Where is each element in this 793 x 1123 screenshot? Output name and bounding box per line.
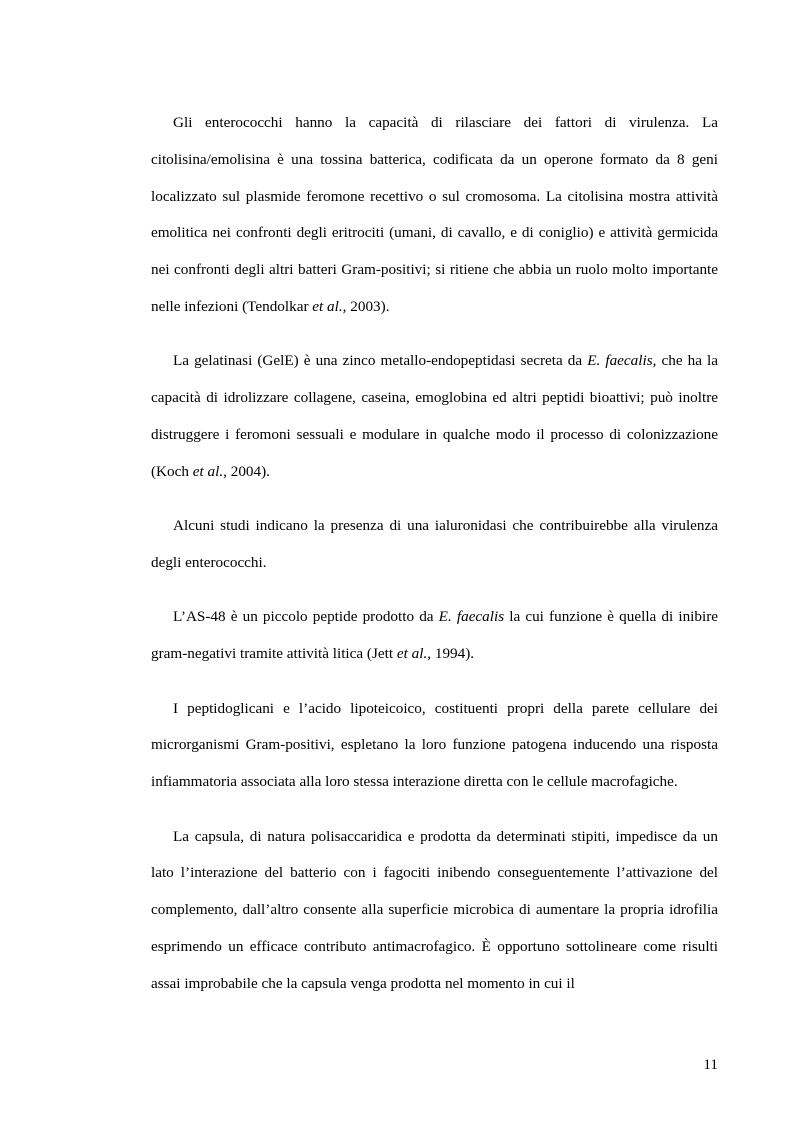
text-segment: La gelatinasi (GelE) è una zinco metallo-endopeptidasi secreta da bbox=[173, 352, 588, 370]
text-segment: Alcuni studi indicano la presenza di una ialuronidasi che contribuirebbe alla virulenza degli enterococchi. bbox=[151, 517, 718, 571]
italic-segment: E. faecalis, bbox=[587, 352, 657, 370]
text-segment: 2003). bbox=[346, 297, 390, 315]
paragraph-hyaluronidase bbox=[151, 508, 718, 582]
document-page bbox=[151, 105, 718, 1020]
italic-segment: et al., bbox=[192, 462, 227, 480]
paragraph-peptidoglycans bbox=[151, 691, 718, 801]
italic-segment: et al., bbox=[312, 297, 347, 315]
text-segment: che ha la capacità di idrolizzare collagene, caseina, emoglobina ed altri peptidi bioattivi; può inoltre distruggere i feromoni sessuali e modulare in qualche modo il processo di colonizzazione (Koch bbox=[151, 352, 719, 480]
italic-segment: E. faecalis bbox=[438, 608, 505, 626]
text-segment: La capsula, di natura polisaccaridica e prodotta da determinati stipiti, impedisce da un lato l’interazione del batterio con i fagociti inibendo conseguentemente l’attivazione del complemento, dall’altro consente alla superficie microbica di aumentare la propria idrofilia esprimendo un efficace contributo antimacrofagico. È opportuno sottolineare come risulti assai improbabile che la capsula venga prodotta nel momento in cui il bbox=[151, 827, 718, 992]
paragraph-as48 bbox=[151, 599, 718, 673]
text-segment: I peptidoglicani e l’acido lipoteicoico, costituenti propri della parete cellulare dei microrganismi Gram-positivi, espletano la loro funzione patogena inducendo una risposta infiammatoria associata alla loro stessa interazione diretta con le cellule macrofagiche. bbox=[151, 699, 718, 791]
paragraph-gelatinase bbox=[151, 343, 718, 490]
text-segment: L’AS-48 è un piccolo peptide prodotto da bbox=[173, 608, 439, 626]
text-segment: 2004). bbox=[226, 462, 270, 480]
text-segment: la cui funzione è quella di inibire gram-negativi tramite attività litica (Jett bbox=[151, 608, 719, 663]
paragraph-capsule bbox=[151, 819, 718, 1003]
text-segment: 1994). bbox=[431, 645, 475, 663]
page-number: 11 bbox=[703, 1056, 718, 1073]
text-segment: Gli enterococchi hanno la capacità di rilasciare dei fattori di virulenza. La citolisina/emolisina è una tossina batterica, codificata da un operone formato da 8 geni localizzato sul plasmide feromone recettivo o sul cromosoma. La citolisina mostra attività emolitica nei confronti degli eritrociti (umani, di cavallo, e di coniglio) e attività germicida nei confronti degli altri batteri Gram-positivi; si ritiene che abbia un ruolo molto importante nelle infezioni (Tendolkar bbox=[151, 114, 718, 315]
paragraph-virulence-factors bbox=[151, 105, 718, 326]
italic-segment: et al., bbox=[396, 645, 432, 663]
